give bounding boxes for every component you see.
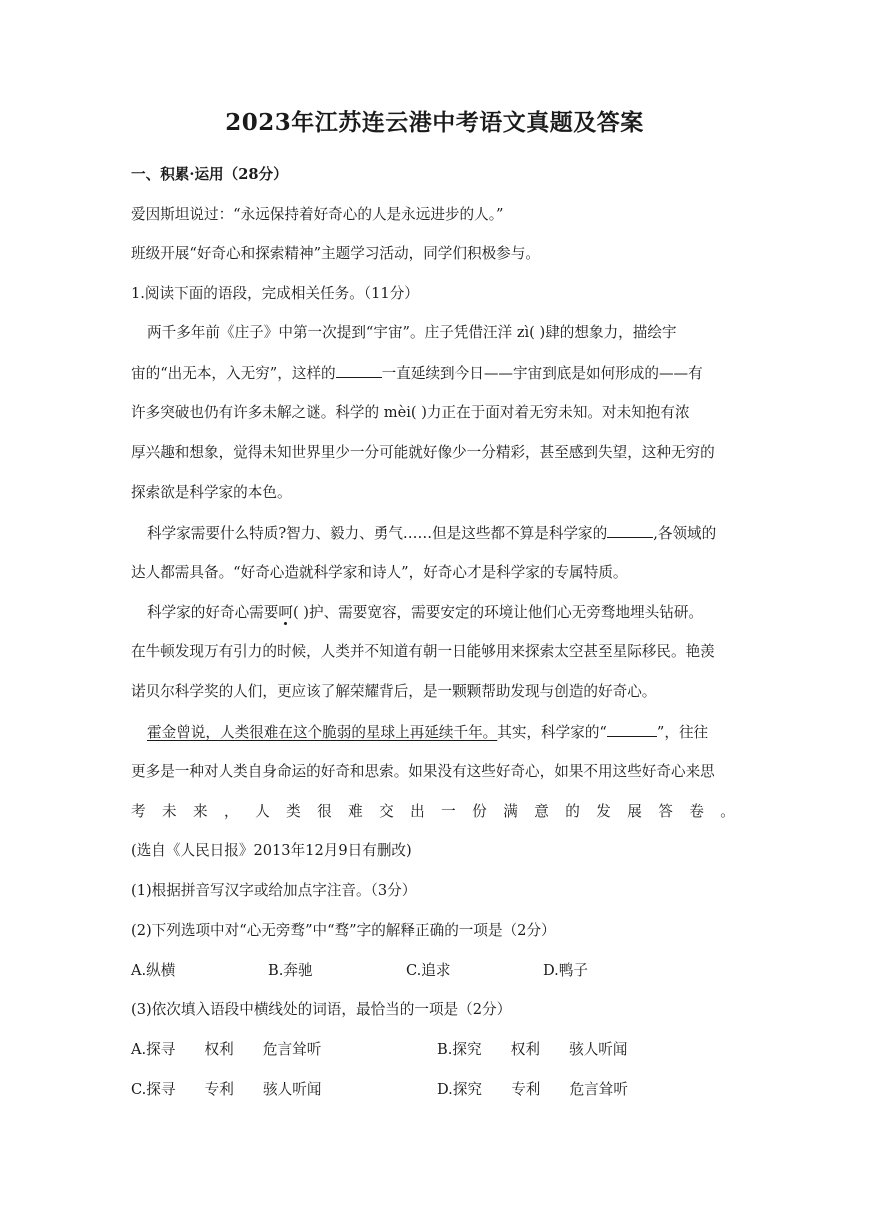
underlined-sentence: 霍金曾说，人类很难在这个脆弱的星球上再延续千年。 <box>147 724 498 741</box>
justified-char: 发 <box>596 803 611 820</box>
justified-char: 未 <box>162 803 177 820</box>
passage-line: 探索欲是科学家的本色。 <box>131 484 292 501</box>
justified-char: 意 <box>534 803 549 820</box>
question-1-heading: 1.阅读下面的语段，完成相关任务。（11分） <box>131 285 419 302</box>
fill-blank <box>336 363 382 378</box>
fill-blank <box>607 523 653 538</box>
justified-char: 展 <box>627 803 642 820</box>
justified-char: 满 <box>503 803 518 820</box>
passage-line: 许多突破也仍有许多未解之谜。科学的 mèi( )力正在于面对着无穷未知。对未知抱有浓 <box>131 404 690 421</box>
justified-char: 很 <box>317 803 332 820</box>
passage-line-justified <box>131 802 735 822</box>
passage-line <box>147 523 716 544</box>
passage-text: ,各领域的 <box>653 525 717 542</box>
passage-text: 一直延续到今日——宇宙到底是如何形成的——有 <box>381 365 703 382</box>
page-title: 2023年江苏连云港中考语文真题及答案 <box>225 109 644 136</box>
passage-text: ”，往往 <box>656 724 709 741</box>
sub-question-1: (1)根据拼音写汉字或给加点字注音。（3分） <box>131 882 417 899</box>
justified-char: 出 <box>410 803 425 820</box>
justified-char: 答 <box>658 803 673 820</box>
justified-char: 难 <box>348 803 363 820</box>
justified-char: 人 <box>255 803 270 820</box>
justified-char: 来 <box>193 803 208 820</box>
sub-question-2: (2)下列选项中对“心无旁骛”中“骛”字的解释正确的一项是（2分） <box>131 922 556 939</box>
justified-char: 的 <box>565 803 580 820</box>
option-a: A.纵横 <box>131 962 176 979</box>
passage-text: 科学家需要什么特质?智力、毅力、勇气……但是这些都不算是科学家的 <box>147 525 608 542</box>
activity-line: 班级开展“好奇心和探索精神”主题学习活动，同学们积极参与。 <box>131 245 540 262</box>
passage-line: 在牛顿发现万有引力的时候，人类并不知道有朝一日能够用来探索太空甚至星际移民。艳羡 <box>131 643 715 660</box>
passage-line: 两千多年前《庄子》中第一次提到“宇宙”。庄子凭借汪洋 zì( )肆的想象力，描绘宇 <box>147 324 677 341</box>
quote-line: 爱因斯坦说过：“永远保持着好奇心的人是永远进步的人。” <box>131 206 504 223</box>
passage-line <box>147 722 708 743</box>
section-heading: 一、积累·运用（28分） <box>131 166 288 183</box>
passage-text: 宙的“出无本，入无穷”，这样的 <box>131 365 336 382</box>
passage-line: 厚兴趣和想象，觉得未知世界里少一分可能就好像少一分精彩，甚至感到失望，这种无穷的 <box>131 444 715 461</box>
passage-text: ( )护、需要宽容，需要安定的环境让他们心无旁骛地埋头钻研。 <box>292 604 704 621</box>
justified-char: 一 <box>441 803 456 820</box>
passage-text: 科学家的好奇心需要 <box>147 604 279 621</box>
option-c: C.追求 <box>406 962 451 979</box>
justified-char: ， <box>224 803 239 820</box>
passage-text: 其实，科学家的“ <box>497 724 607 741</box>
passage-line: 诺贝尔科学奖的人们，更应该了解荣耀背后，是一颗颗帮助发现与创造的好奇心。 <box>131 683 657 700</box>
option-d: D.鸭子 <box>543 962 589 979</box>
justified-char: 类 <box>286 803 301 820</box>
passage-line: 达人都需具备。“好奇心造就科学家和诗人”，好奇心才是科学家的专属特质。 <box>131 564 628 581</box>
source-citation: (选自《人民日报》2013年12月9日有删改) <box>131 842 412 859</box>
passage-line <box>131 363 703 384</box>
fill-blank <box>607 722 657 737</box>
sub-question-3: (3)依次填入语段中横线处的词语，最恰当的一项是（2分） <box>131 1001 512 1018</box>
option-a: A.探寻 权利 危言耸听 <box>131 1041 322 1058</box>
option-b: B.奔驰 <box>268 962 313 979</box>
justified-char: 卷 <box>689 803 704 820</box>
passage-line <box>147 603 703 623</box>
option-c: C.探寻 专利 骇人听闻 <box>131 1081 322 1098</box>
justified-char: 交 <box>379 803 394 820</box>
option-b: B.探究 权利 骇人听闻 <box>437 1041 628 1058</box>
option-d: D.探究 专利 危言耸听 <box>437 1081 628 1098</box>
justified-char: 。 <box>720 803 735 820</box>
dotted-character: 呵 <box>278 604 293 621</box>
justified-char: 份 <box>472 803 487 820</box>
passage-line: 更多是一种对人类自身命运的好奇和思索。如果没有这些好奇心，如果不用这些好奇心来思 <box>131 763 715 780</box>
justified-char: 考 <box>131 803 146 820</box>
